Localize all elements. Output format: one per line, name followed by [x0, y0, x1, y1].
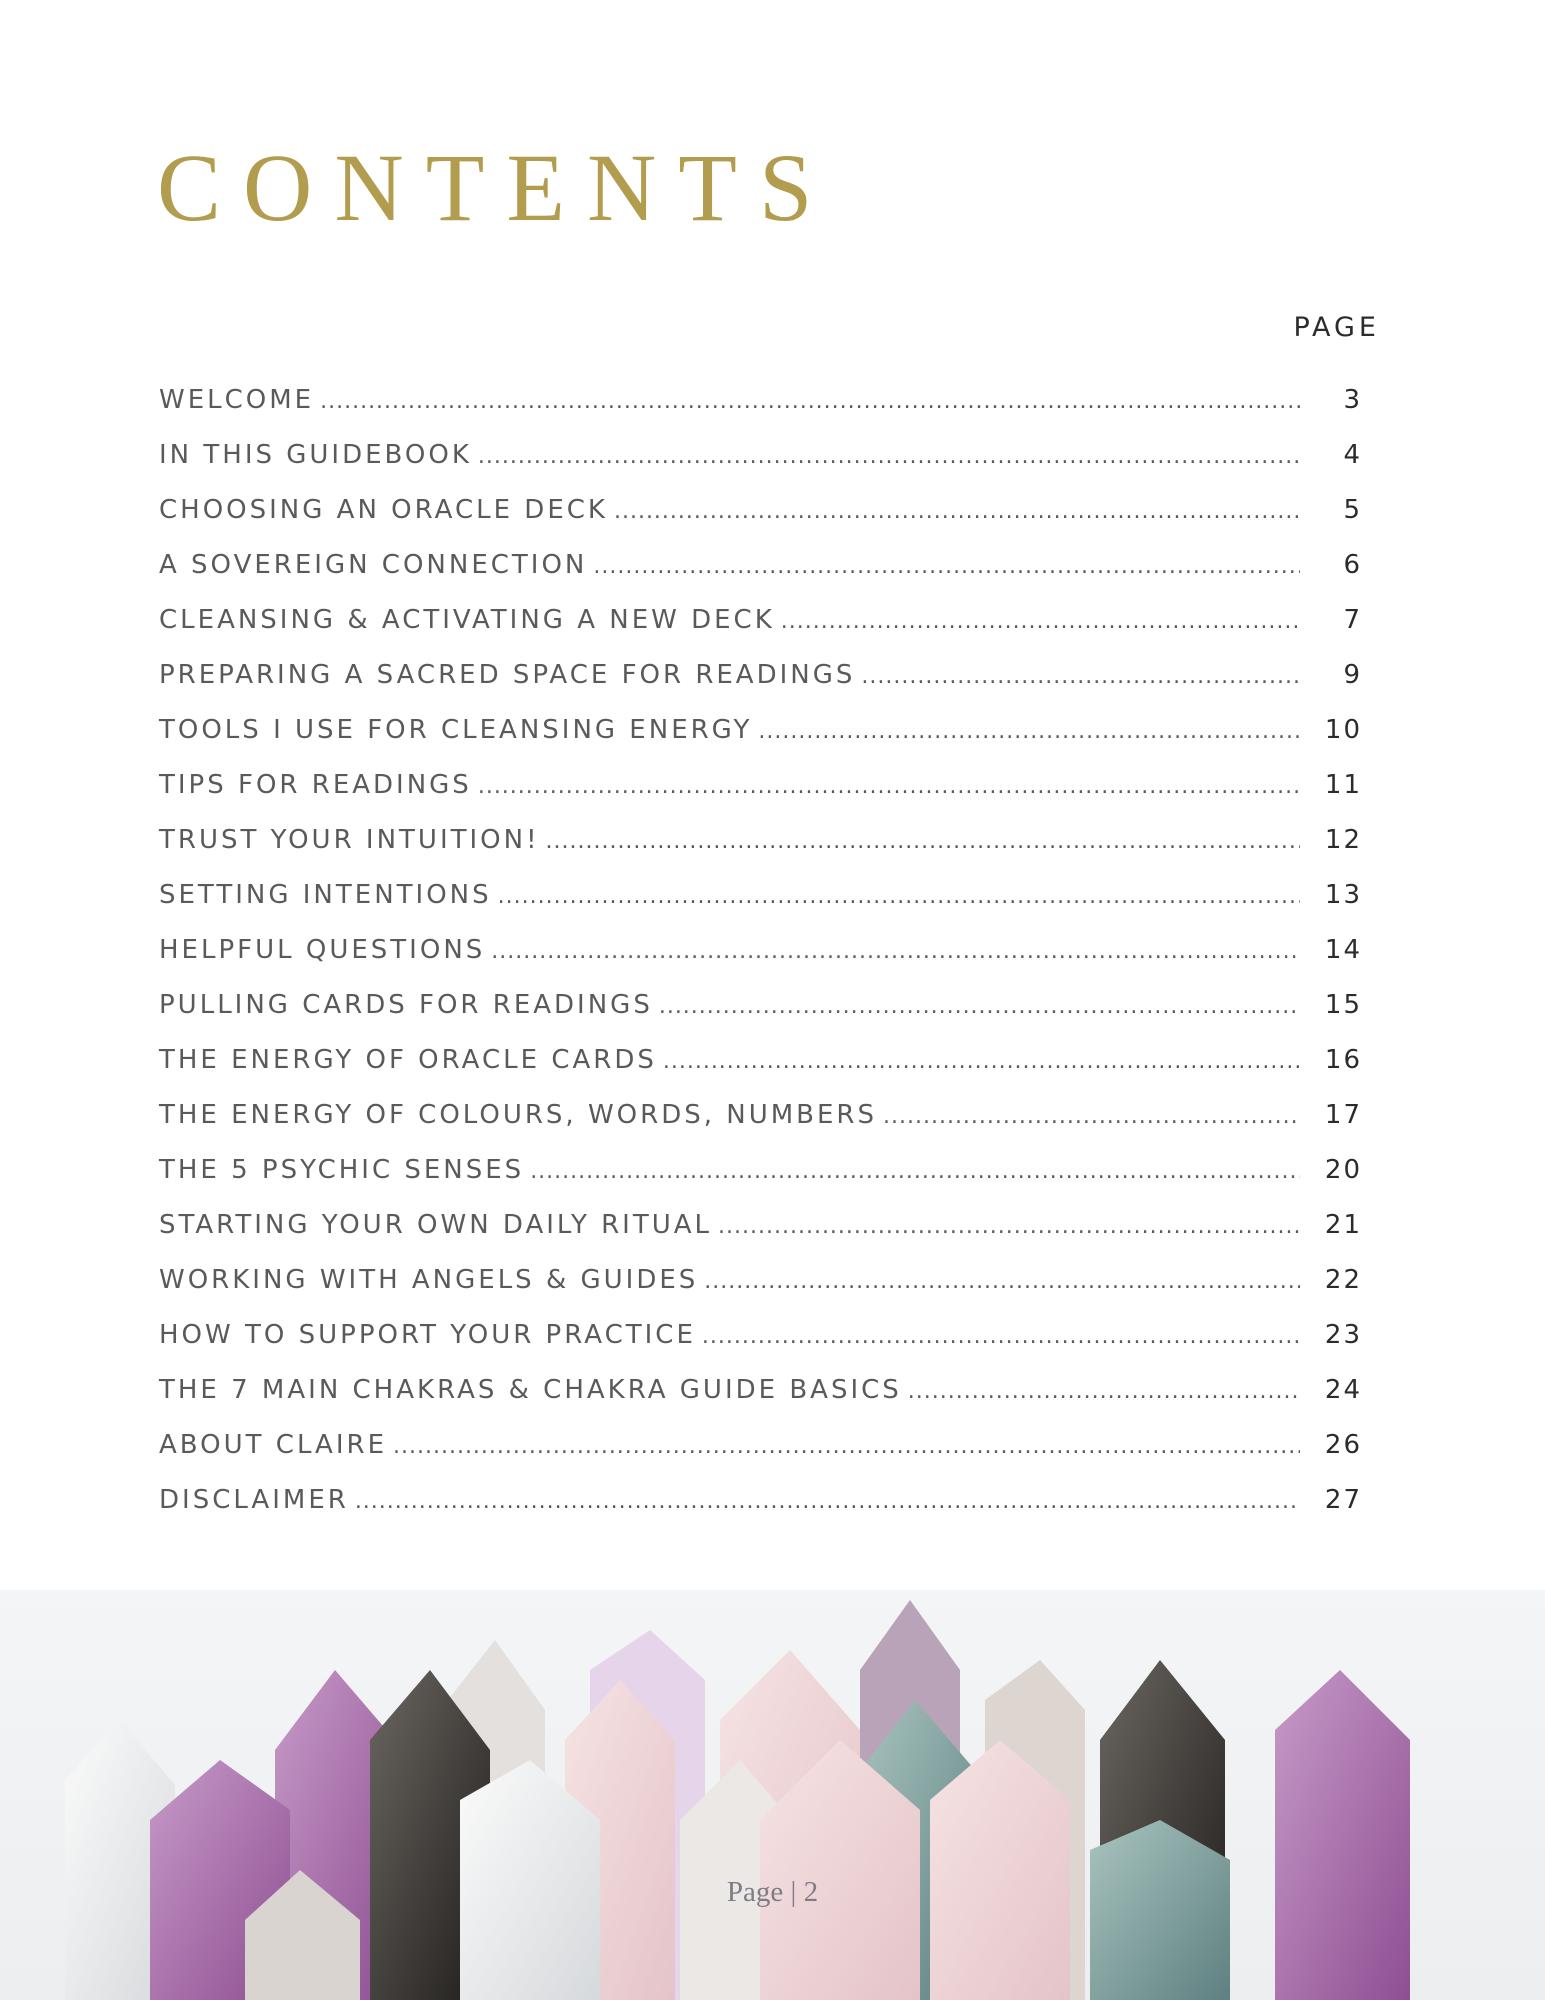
toc-entry[interactable]	[159, 1430, 1362, 1485]
toc-entry[interactable]	[159, 770, 1362, 825]
toc-entry-title: HELPFUL QUESTIONS	[159, 935, 486, 965]
toc-entry-title: THE ENERGY OF COLOURS, WORDS, NUMBERS	[159, 1100, 877, 1130]
toc-entry-page: 27	[1324, 1485, 1362, 1515]
table-of-contents	[159, 385, 1362, 1540]
toc-entry-page: 7	[1343, 605, 1362, 635]
toc-entry-title: WORKING WITH ANGELS & GUIDES	[159, 1265, 699, 1295]
toc-entry-page: 9	[1343, 660, 1362, 690]
toc-entry-title: IN THIS GUIDEBOOK	[159, 440, 472, 470]
toc-entry-page: 11	[1324, 770, 1362, 800]
toc-entry[interactable]	[159, 990, 1362, 1045]
toc-entry-title: STARTING YOUR OWN DAILY RITUAL	[159, 1210, 713, 1240]
toc-entry-title: THE 7 MAIN CHAKRAS & CHAKRA GUIDE BASICS	[159, 1375, 902, 1405]
toc-leader-dots	[498, 884, 1300, 909]
toc-entry-page: 15	[1324, 990, 1362, 1020]
toc-leader-dots	[718, 1214, 1300, 1239]
page-title: CONTENTS	[157, 134, 835, 241]
toc-entry[interactable]	[159, 825, 1362, 880]
toc-entry-title: TRUST YOUR INTUITION!	[159, 825, 540, 855]
toc-entry-title: A SOVEREIGN CONNECTION	[159, 550, 588, 580]
toc-entry[interactable]	[159, 1210, 1362, 1265]
toc-entry-title: CHOOSING AN ORACLE DECK	[159, 495, 608, 525]
toc-entry[interactable]	[159, 1155, 1362, 1210]
toc-entry-page: 10	[1324, 715, 1362, 745]
toc-entry-page: 26	[1324, 1430, 1362, 1460]
toc-entry[interactable]	[159, 1045, 1362, 1100]
toc-entry-title: CLEANSING & ACTIVATING A NEW DECK	[159, 605, 775, 635]
toc-leader-dots	[883, 1104, 1300, 1129]
toc-entry-page: 20	[1324, 1155, 1362, 1185]
toc-entry[interactable]	[159, 1100, 1362, 1155]
toc-entry[interactable]	[159, 880, 1362, 935]
toc-entry-page: 4	[1343, 440, 1362, 470]
toc-entry[interactable]	[159, 440, 1362, 495]
toc-leader-dots	[614, 499, 1300, 524]
toc-entry-page: 3	[1343, 385, 1362, 415]
toc-entry-page: 17	[1324, 1100, 1362, 1130]
toc-entry-page: 22	[1324, 1265, 1362, 1295]
toc-entry[interactable]	[159, 550, 1362, 605]
toc-leader-dots	[393, 1434, 1300, 1459]
toc-entry[interactable]	[159, 1320, 1362, 1375]
toc-entry-title: ABOUT CLAIRE	[159, 1430, 387, 1460]
toc-entry-title: DISCLAIMER	[159, 1485, 349, 1515]
page-column-header: PAGE	[1293, 312, 1380, 343]
toc-entry[interactable]	[159, 1485, 1362, 1540]
toc-entry[interactable]	[159, 660, 1362, 715]
page-number-footer: Page | 2	[726, 1876, 819, 1908]
toc-entry-title: TIPS FOR READINGS	[159, 770, 472, 800]
toc-leader-dots	[530, 1159, 1300, 1184]
toc-entry-title: THE ENERGY OF ORACLE CARDS	[159, 1045, 657, 1075]
toc-entry-page: 6	[1343, 550, 1362, 580]
toc-entry-page: 16	[1324, 1045, 1362, 1075]
toc-entry-page: 23	[1324, 1320, 1362, 1350]
toc-entry[interactable]	[159, 715, 1362, 770]
toc-leader-dots	[861, 664, 1300, 689]
toc-entry[interactable]	[159, 1265, 1362, 1320]
toc-entry-title: PREPARING A SACRED SPACE FOR READINGS	[159, 660, 856, 690]
toc-entry-title: SETTING INTENTIONS	[159, 880, 492, 910]
toc-entry-title: PULLING CARDS FOR READINGS	[159, 990, 653, 1020]
toc-leader-dots	[663, 1049, 1300, 1074]
toc-entry[interactable]	[159, 495, 1362, 550]
toc-entry[interactable]	[159, 605, 1362, 660]
toc-entry[interactable]	[159, 1375, 1362, 1430]
toc-leader-dots	[593, 554, 1300, 579]
toc-leader-dots	[355, 1489, 1300, 1514]
toc-entry-title: THE 5 PSYCHIC SENSES	[159, 1155, 525, 1185]
toc-entry[interactable]	[159, 935, 1362, 990]
toc-entry[interactable]	[159, 385, 1362, 440]
toc-leader-dots	[491, 939, 1300, 964]
crystals-photo	[0, 1590, 1545, 2000]
toc-entry-page: 13	[1324, 880, 1362, 910]
toc-leader-dots	[781, 609, 1300, 634]
toc-leader-dots	[546, 829, 1301, 854]
toc-entry-title: WELCOME	[159, 385, 315, 415]
toc-leader-dots	[659, 994, 1300, 1019]
toc-entry-page: 5	[1343, 495, 1362, 525]
toc-leader-dots	[908, 1379, 1300, 1404]
crystals-illustration	[0, 1590, 1545, 2000]
toc-entry-page: 12	[1324, 825, 1362, 855]
toc-leader-dots	[758, 719, 1300, 744]
toc-leader-dots	[478, 444, 1300, 469]
toc-entry-page: 14	[1324, 935, 1362, 965]
toc-entry-page: 21	[1324, 1210, 1362, 1240]
toc-entry-title: TOOLS I USE FOR CLEANSING ENERGY	[159, 715, 753, 745]
toc-entry-title: HOW TO SUPPORT YOUR PRACTICE	[159, 1320, 696, 1350]
toc-leader-dots	[320, 389, 1300, 414]
toc-entry-page: 24	[1324, 1375, 1362, 1405]
toc-leader-dots	[478, 774, 1300, 799]
toc-leader-dots	[702, 1324, 1300, 1349]
toc-leader-dots	[704, 1269, 1300, 1294]
